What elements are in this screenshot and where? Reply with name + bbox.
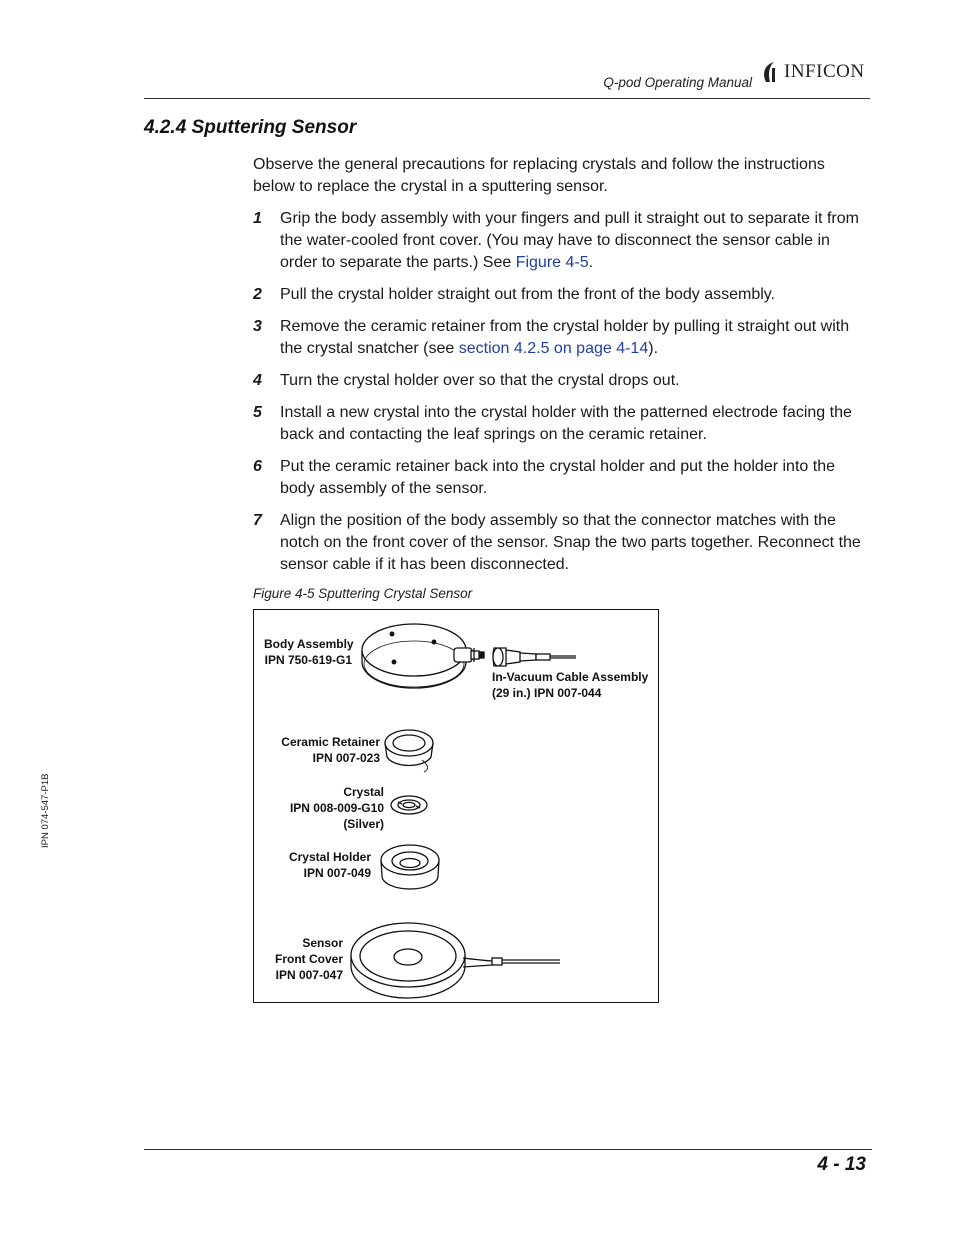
step-number: 3 — [253, 318, 262, 335]
label-crystal-holder: Crystal Holder IPN 007-049 — [288, 850, 371, 880]
step-number: 6 — [253, 458, 262, 475]
document-ipn: IPN 074-547-P1B — [40, 773, 51, 848]
sensor-figure — [253, 609, 659, 1003]
step-item — [253, 284, 871, 306]
section-link[interactable]: section 4.2.5 on page 4-14 — [458, 340, 649, 357]
inficon-logo-icon — [760, 60, 782, 84]
label-crystal: Crystal IPN 008-009-G10 (Silver) — [289, 785, 384, 831]
page-number: 4 - 13 — [817, 1154, 866, 1175]
running-header-title: Q-pod Operating Manual — [603, 75, 752, 90]
cable-assembly-drawing — [493, 648, 576, 666]
step-item — [253, 208, 871, 274]
label-cable-assembly: In-Vacuum Cable Assembly (29 in.) IPN 007-044 — [492, 670, 649, 700]
front-cover-drawing — [351, 923, 560, 998]
step-item — [253, 510, 871, 576]
section-heading: 4.2.4 Sputtering Sensor — [144, 117, 357, 138]
steps-list — [253, 208, 871, 586]
label-body-assembly: Body Assembly IPN 750-619-G1 — [264, 637, 354, 667]
step-number: 1 — [253, 210, 262, 227]
step-number: 7 — [253, 512, 262, 529]
ceramic-retainer-drawing — [385, 730, 433, 772]
step-item — [253, 402, 871, 446]
step-item — [253, 370, 871, 392]
footer-rule — [144, 1149, 872, 1150]
step-text: Turn the crystal holder over so that the crystal drops out. — [280, 372, 680, 389]
step-text: Grip the body assembly with your fingers and pull it straight out to separate it from the water-cooled front cover. (You may have to disconnect the sensor cable in order to separate the parts.) See Figure 4-5. — [280, 210, 859, 271]
step-number: 5 — [253, 404, 262, 421]
step-item — [253, 316, 871, 360]
label-front-cover: Sensor Front Cover IPN 007-047 — [274, 936, 343, 982]
inficon-logo — [760, 58, 865, 86]
step-item — [253, 456, 871, 500]
logo-text: INFICON — [784, 61, 865, 82]
figure-link[interactable]: Figure 4-5 — [515, 254, 589, 271]
figure-caption: Figure 4-5 Sputtering Crystal Sensor — [253, 586, 473, 601]
step-text: Align the position of the body assembly so that the connector matches with the notch on the front cover of the sensor. Snap the two parts together. Reconnect the sensor cable if it has been disconnected. — [280, 512, 861, 573]
crystal-drawing — [391, 796, 427, 814]
step-number: 4 — [253, 372, 262, 389]
step-text: Remove the ceramic retainer from the crystal holder by pulling it straight out with the crystal snatcher (see section 4.2.5 on page 4-14). — [280, 318, 850, 357]
step-text: Put the ceramic retainer back into the crystal holder and put the holder into the body assembly of the sensor. — [280, 458, 835, 497]
step-text: Pull the crystal holder straight out from the front of the body assembly. — [280, 286, 776, 303]
header-rule — [144, 98, 870, 99]
crystal-holder-drawing — [381, 845, 439, 889]
step-text: Install a new crystal into the crystal holder with the patterned electrode facing the back and contacting the leaf springs on the ceramic retainer. — [280, 404, 852, 443]
step-number: 2 — [253, 286, 262, 303]
label-ceramic-retainer: Ceramic Retainer IPN 007-023 — [281, 735, 380, 765]
body-assembly-drawing — [362, 624, 484, 688]
intro-paragraph: Observe the general precautions for replacing crystals and follow the instructions below to replace the crystal in a sputtering sensor. — [253, 156, 825, 195]
